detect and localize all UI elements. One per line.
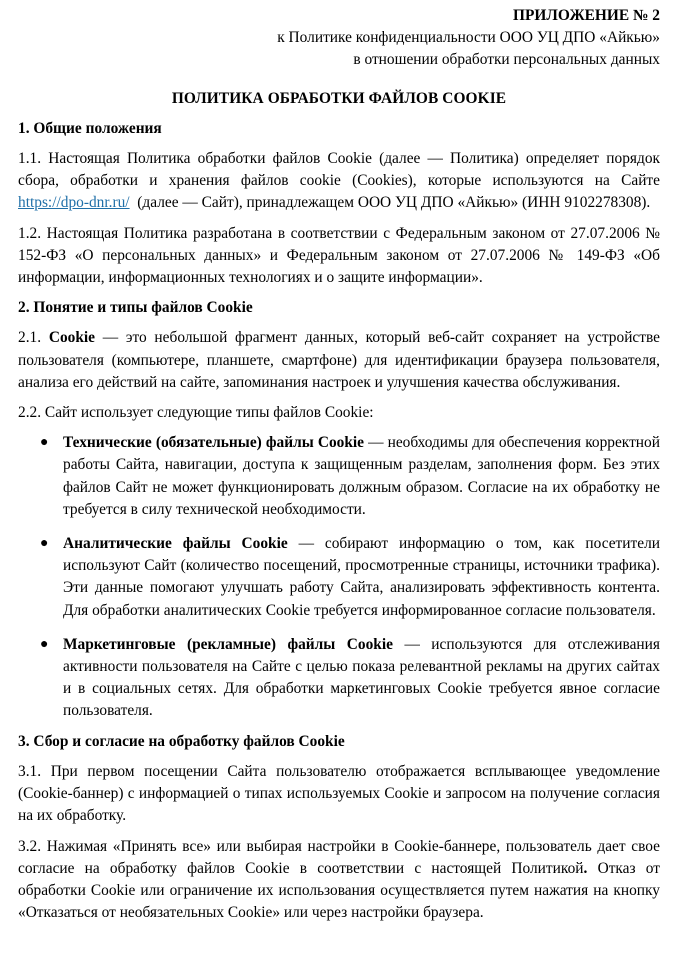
list-item-desc: — собирают информацию о том, как посетители используют Сайт (количество посещений, просмотренные страницы, источники трафика). Эти данные помогают улучшать работу Сайта, анализировать эффективность контента. Для обработки аналитических Cookie требуется информированное согласие пользователя. bbox=[63, 535, 660, 619]
appendix-title: ПРИЛОЖЕНИЕ № 2 bbox=[513, 7, 660, 24]
paragraph-1-1 bbox=[18, 148, 660, 215]
list-item-technical bbox=[18, 432, 660, 521]
cookie-types-list bbox=[18, 432, 660, 722]
paragraph-2-1-text: — это небольшой фрагмент данных, который веб-сайт сохраняет на устройстве пользователя (компьютере, планшете, смартфоне) для идентификации браузера пользователя, анализа его действий на сайте, запоминания настроек и улучшения качества обслуживания. bbox=[18, 329, 660, 391]
list-item-marketing bbox=[18, 634, 660, 723]
list-item-term: Маркетинговые (рекламные) файлы Cookie bbox=[63, 635, 393, 653]
document-title: ПОЛИТИКА ОБРАБОТКИ ФАЙЛОВ COOKIE bbox=[171, 89, 507, 107]
paragraph-3-2-dot: . bbox=[583, 859, 588, 877]
list-item-analytical bbox=[18, 533, 660, 622]
paragraph-3-2-text-a: 3.2. Нажимая «Принять все» или выбирая настройки в Cookie-баннере, пользователь дает свое согласие на обработку файлов Cookie в соответствии с настоящей Политикой bbox=[18, 837, 660, 877]
list-item-term: Технические (обязательные) файлы Cookie bbox=[63, 434, 365, 452]
paragraph-3-2-text-b: Отказ от обработки Cookie или ограничение их использования осуществляется путем нажатия на кнопку «Отказаться от необязательных Cookie» или через настройки браузера. bbox=[18, 859, 660, 922]
appendix-subtitle-line1: к Политике конфиденциальности ООО УЦ ДПО «Айкью» bbox=[277, 29, 660, 47]
paragraph-2-2: 2.2. Сайт использует следующие типы файлов Cookie: bbox=[18, 404, 374, 422]
paragraph-1-1-text-a: 1.1. Настоящая Политика обработки файлов Cookie (далее — Политика) определяет порядок сбора, обработки и хранения файлов cookie (Cookies), которые используются на Сайте bbox=[18, 150, 660, 190]
appendix-header bbox=[18, 0, 660, 72]
site-link[interactable]: https://dpo-dnr.ru/ bbox=[18, 194, 130, 212]
paragraph-1-1-text-b: (далее — Сайт), принадлежащем ООО УЦ ДПО «Айкью» (ИНН 9102278308). bbox=[129, 194, 651, 212]
section-3-heading: 3. Сбор и согласие на обработку файлов Cookie bbox=[18, 732, 345, 750]
bullet-icon: ● bbox=[40, 636, 49, 652]
paragraph-1-2: 1.2. Настоящая Политика разработана в соответствии с Федеральным законом от 27.07.2006 № 152-ФЗ «О персональных данных» и Федеральным законом от 27.07.2006 № 149-ФЗ «Об информации, информационных технологиях и о защите информации». bbox=[18, 224, 660, 287]
cookie-term: Cookie bbox=[48, 329, 96, 347]
section-2-heading: 2. Понятие и типы файлов Cookie bbox=[18, 299, 253, 317]
paragraph-3-2 bbox=[18, 836, 660, 925]
section-1-heading: 1. Общие положения bbox=[18, 119, 162, 137]
list-item-desc: — используются для отслеживания активности пользователя на Сайте с целью показа релевантной рекламы на других сайтах и в социальных сетях. Для обработки маркетинговых Cookie требуется явное согласие пользователя. bbox=[63, 635, 660, 720]
paragraph-2-1 bbox=[18, 327, 660, 394]
appendix-subtitle-line2: в отношении обработки персональных данных bbox=[353, 51, 660, 69]
bullet-icon: ● bbox=[40, 536, 49, 552]
list-item-desc: — необходимы для обеспечения корректной работы Сайта, навигации, доступа к защищенным разделам, заполнения форм. Без этих файлов Сайт не может функционировать должным образом. Согласие на их обработку не требуется в силу технической необходимости. bbox=[63, 434, 660, 518]
bullet-icon: ● bbox=[40, 435, 49, 451]
paragraph-3-1: 3.1. При первом посещении Сайта пользователю отображается всплывающее уведомление (Cookie-баннер) с информацией о типах используемых Cookie и запросом на получение согласия на их обработку. bbox=[18, 762, 660, 825]
list-item-term: Аналитические файлы Cookie bbox=[63, 535, 288, 553]
paragraph-2-1-number: 2.1. bbox=[18, 329, 49, 347]
